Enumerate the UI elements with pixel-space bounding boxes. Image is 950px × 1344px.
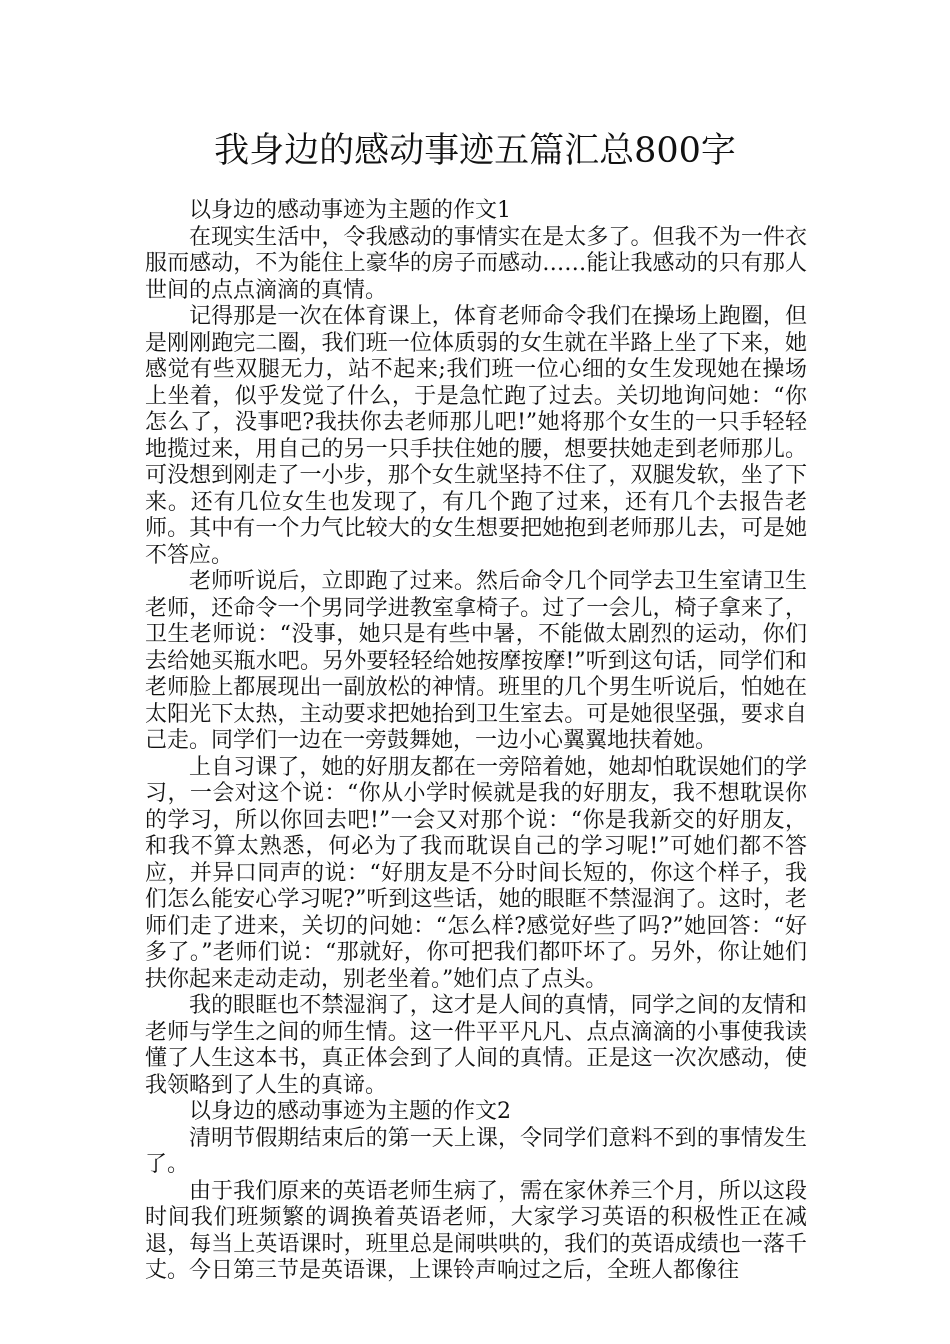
paragraph: 记得那是一次在体育课上，体育老师命令我们在操场上跑圈，但是刚刚跑完二圈，我们班一位体质弱的女生就在半路上坐了下来，她感觉有些双腿无力，站不起来;我们班一位心细的女生发现她在操场上坐着，似乎发觉了什么，于是急忙跑了过去。关切地询问她：“你怎么了，没事吧?我扶你去老师那儿吧!”她将那个女生的一只手轻轻地揽过来，用自己的另一只手扶住她的腰，想要扶她走到老师那儿。可没想到刚走了一小步，那个女生就坚持不住了，双腿发软，坐了下来。还有几位女生也发现了，有几个跑了过来，还有几个去报告老师。其中有一个力气比较大的女生想要把她抱到老师那儿去，可是她不答应。 <box>145 304 807 568</box>
document-body <box>145 198 807 1285</box>
paragraph: 我的眼眶也不禁湿润了，这才是人间的真情，同学之间的友情和老师与学生之间的师生情。这一件平平凡凡、点点滴滴的小事使我读懂了人生这本书，真正体会到了人间的真情。正是这一次次感动，使我领略到了人生的真谛。 <box>145 993 807 1098</box>
essay-heading: 以身边的感动事迹为主题的作文1 <box>189 198 511 223</box>
essay-heading: 以身边的感动事迹为主题的作文2 <box>189 1099 511 1124</box>
paragraph: 在现实生活中，令我感动的事情实在是太多了。但我不为一件衣服而感动，不为能住上豪华的房子而感动……能让我感动的只有那人世间的点点滴滴的真情。 <box>145 224 807 303</box>
paragraph: 清明节假期结束后的第一天上课，令同学们意料不到的事情发生了。 <box>145 1125 807 1177</box>
paragraph: 老师听说后，立即跑了过来。然后命令几个同学去卫生室请卫生老师，还命令一个男同学进教室拿椅子。过了一会儿，椅子拿来了，卫生老师说：“没事，她只是有些中暑，不能做太剧烈的运动，你们去给她买瓶水吧。另外要轻轻给她按摩按摩!”听到这句话，同学们和老师脸上都展现出一副放松的神情。班里的几个男生听说后，怕她在太阳光下太热，主动要求把她抬到卫生室去。可是她很坚强，要求自己走。同学们一边在一旁鼓舞她，一边小心翼翼地扶着她。 <box>145 569 807 753</box>
paragraph: 上自习课了，她的好朋友都在一旁陪着她，她却怕耽误她们的学习，一会对这个说：“你从小学时候就是我的好朋友，我不想耽误你的学习，所以你回去吧!”一会又对那个说：“你是我新交的好朋友，和我不算太熟悉，何必为了我而耽误自己的学习呢!”可她们都不答应，并异口同声的说：“好朋友是不分时间长短的，你这个样子，我们怎么能安心学习呢?”听到这些话，她的眼眶不禁湿润了。这时，老师们走了进来，关切的问她：“怎么样?感觉好些了吗?”她回答：“好多了。”老师们说：“那就好，你可把我们都吓坏了。另外，你让她们扶你起来走动走动，别老坐着。”她们点了点头。 <box>145 754 807 992</box>
paragraph: 由于我们原来的英语老师生病了，需在家休养三个月，所以这段时间我们班频繁的调换着英语老师，大家学习英语的积极性正在减退，每当上英语课时，班里总是闹哄哄的，我们的英语成绩也一落千丈。今日第三节是英语课，上课铃声响过之后，全班人都像往 <box>145 1178 807 1283</box>
document-title: 我身边的感动事迹五篇汇总800字 <box>214 131 736 171</box>
